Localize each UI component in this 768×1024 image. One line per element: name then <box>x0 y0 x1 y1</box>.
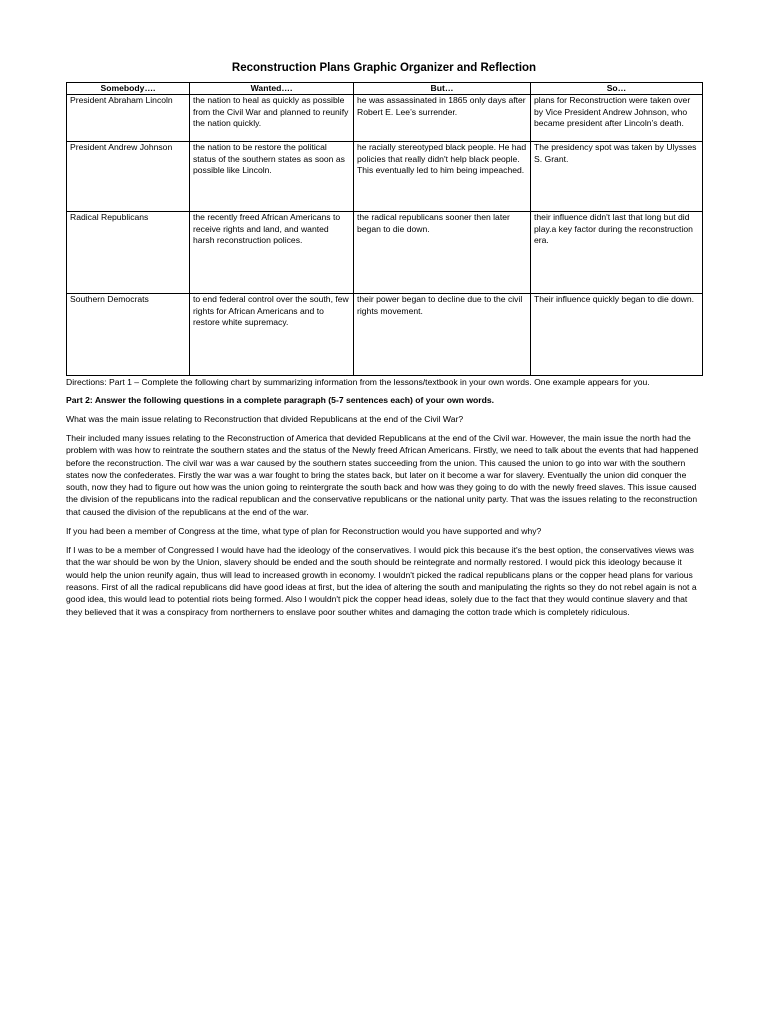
header-so: So… <box>531 83 703 95</box>
question-1: What was the main issue relating to Reconstruction that divided Republicans at the end of the Civil War? <box>66 414 464 424</box>
cell-but: he was assassinated in 1865 only days after Robert E. Lee’s surrender. <box>354 95 531 142</box>
cell-but: the radical republicans sooner then later began to die down. <box>354 212 531 294</box>
answer-1: Their included many issues relating to the Reconstruction of America that devided Republicans at the end of the Civil war. However, the main issue the north had the problem with was how to reintrate the southern states and the status of the Newly freed African Americans. Firstly, we need to talk about the events that had happened before the reconstruction. The civil war was a war caused by the southern states succeeding from the union. This caused the union to go into war with the southern states now the confederates. Firstly the war was a war fought to bring the states back, but later on it become a war for slavery. Eventually the union did conquer the south, now they had to figure out how was the union going to reintergrate the south back and how was they going to do with the newly freed slaves. This issue caused the division of the republicans into the radical republican and the conservative republicans or the national unity party. That was the issues relating to the reconstruction that caused the division of the republicans at the end of the war. <box>66 433 699 517</box>
graphic-organizer-table <box>66 82 703 376</box>
directions-text: Directions: Part 1 – Complete the following chart by summarizing information from the lessons/textbook in your own words. One example appears for you. <box>66 377 650 387</box>
part2-heading: Part 2: Answer the following questions in a complete paragraph (5-7 sentences each) of your own words. <box>66 395 495 405</box>
cell-but: he racially stereotyped black people. He had policies that really didn't help black people. This eventually led to him being impeached. <box>354 142 531 212</box>
cell-so: their influence didn't last that long but did play.a key factor during the reconstruction era. <box>531 212 703 294</box>
cell-so: Their influence quickly began to die down. <box>531 294 703 376</box>
table-row <box>67 95 703 142</box>
cell-somebody: Radical Republicans <box>67 212 190 294</box>
header-but: But… <box>354 83 531 95</box>
table-row <box>67 212 703 294</box>
table-row <box>67 142 703 212</box>
cell-wanted: the nation to be restore the political status of the southern states as soon as possible like Lincoln. <box>190 142 354 212</box>
cell-so: plans for Reconstruction were taken over by Vice President Andrew Johnson, who became president after Lincoln’s death. <box>531 95 703 142</box>
cell-somebody: President Andrew Johnson <box>67 142 190 212</box>
header-wanted: Wanted…. <box>190 83 354 95</box>
cell-wanted: the recently freed African Americans to receive rights and land, and wanted harsh reconstruction polices. <box>190 212 354 294</box>
cell-but: their power began to decline due to the civil rights movement. <box>354 294 531 376</box>
question-2: If you had been a member of Congress at the time, what type of plan for Reconstruction would you have supported and why? <box>66 526 542 537</box>
header-somebody: Somebody…. <box>67 83 190 95</box>
cell-wanted: the nation to heal as quickly as possible from the Civil War and planned to reunify the nation quickly. <box>190 95 354 142</box>
table-row <box>67 294 703 376</box>
table-header-row <box>67 83 703 95</box>
document-page <box>66 61 702 618</box>
cell-somebody: President Abraham Lincoln <box>67 95 190 142</box>
answer-2: If I was to be a member of Congressed I would have had the ideology of the conservatives. I would pick this because it's the best option, the conservatives views was that the war should be won by the Union, slavery should be ended and the south should be reintegrate and normally restored. I would pick this ideology because it would help the union reunify again, thus will lead to increased growth in economy. I wouldn't picked the radical republicans plans or the copper head plans for various reasons. First of all the radical republicans did have good ideas at first, but the idea of altering the south and manipulating the rights so they do not rebel again is not a good idea, this would lead to potential riots being formed. Also I wouldn't pick the copper head ideas, solely due to the fact that they would continue slavery and that they believed that it was a conspiracy from northerners to enslave poor souther whites and damaging the cotton trade which is completely ridiculous. <box>66 545 697 617</box>
cell-so: The presidency spot was taken by Ulysses S. Grant. <box>531 142 703 212</box>
cell-somebody: Southern Democrats <box>67 294 190 376</box>
document-title: Reconstruction Plans Graphic Organizer and Reflection <box>231 62 537 74</box>
cell-wanted: to end federal control over the south, few rights for African Americans and to restore white supremacy. <box>190 294 354 376</box>
